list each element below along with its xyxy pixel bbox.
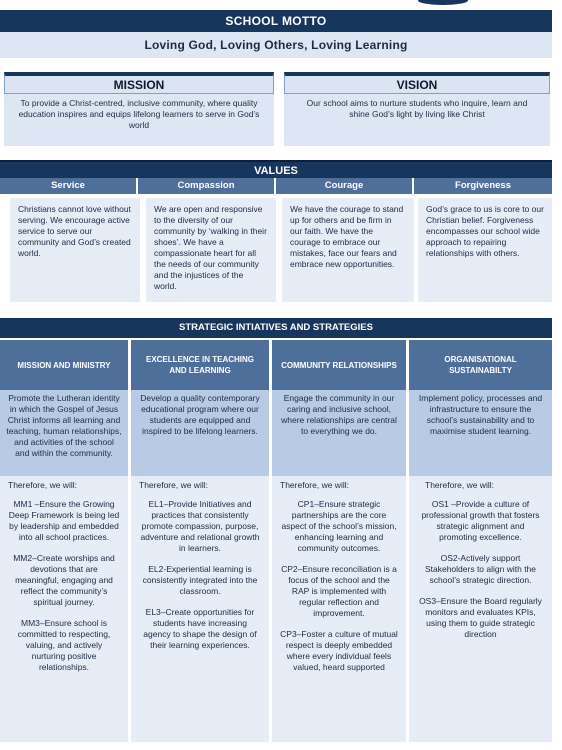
values-title: VALUES — [0, 160, 552, 178]
motto-title: SCHOOL MOTTO — [0, 10, 552, 32]
therefore-label: Therefore, we will: — [139, 480, 208, 490]
value-forgiveness-text: God’s grace to us is core to our Christian belief. Forgiveness encompasses our school wide approach to repairing relationships with others. — [418, 198, 552, 302]
strategic-title: STRATEGIC INTIATIVES AND STRATEGIES — [0, 318, 552, 338]
pillar-mission-ministry-title: MISSION AND MINISTRY — [0, 340, 128, 390]
list-item: CP3–Foster a culture of mutual respect is deeply embedded where every individual feels valued, heard supported — [280, 629, 398, 672]
pillar-community-list — [272, 476, 406, 742]
pillar-mission-ministry-list — [0, 476, 128, 742]
value-compassion-title: Compassion — [138, 178, 274, 194]
pillar-mission-ministry-desc: Promote the Lutheran identity in which the Gospel of Jesus Christ informs all learning and teaching, human relationships, and activities of the school and within the community. — [0, 390, 128, 476]
value-forgiveness-title: Forgiveness — [414, 178, 552, 194]
pillar-community-desc: Engage the community in our caring and inclusive school, where relationships are central to everything we do. — [272, 390, 406, 476]
pillar-teaching-learning-list — [131, 476, 269, 742]
pillar-teaching-learning-desc: Develop a quality contemporary educational program where our students are equipped and inspired to be lifelong learners. — [131, 390, 269, 476]
value-compassion-text: We are open and responsive to the diversity of our community by ‘walking in their shoes’. We have a compassionate heart for all the needs of our community and the injustices of the world. — [146, 198, 276, 302]
therefore-label: Therefore, we will: — [425, 480, 494, 490]
top-decoration — [418, 0, 468, 5]
list-item: EL2-Experiential learning is consistently integrated into the classroom. — [142, 564, 258, 596]
value-service-title: Service — [0, 178, 136, 194]
vision-text: Our school aims to nurture students who inquire, learn and shine God’s light by living like Christ — [284, 94, 550, 146]
value-service-text: Christians cannot love without serving. We encourage active service to serve our community and God’s created world. — [10, 198, 140, 302]
pillar-sustainability-desc: Implement policy, processes and infrastructure to ensure the school’s sustainability and to maximise student learning. — [409, 390, 552, 476]
pillar-teaching-learning-title: EXCELLENCE IN TEACHING AND LEARNING — [131, 340, 269, 390]
list-item: OS3–Ensure the Board regularly monitors and evaluates KPIs, using them to guide strategic direction — [419, 596, 542, 639]
value-courage-title: Courage — [276, 178, 412, 194]
list-item: MM2–Create worships and devotions that are meaningful, engaging and reflect the community’s spiritual journey. — [13, 553, 115, 607]
therefore-label: Therefore, we will: — [280, 480, 349, 490]
list-item: CP1–Ensure strategic partnerships are the core aspect of the school’s mission, enhancing learning and community outcomes. — [281, 499, 397, 553]
therefore-label: Therefore, we will: — [8, 480, 77, 490]
list-item: OS2-Actively support Stakeholders to align with the school’s strategic direction. — [424, 553, 537, 585]
motto-text: Loving God, Loving Others, Loving Learning — [0, 32, 552, 58]
list-item: MM1 –Ensure the Growing Deep Framework is being led by leadership and embedded into all school practices. — [8, 499, 120, 542]
pillar-sustainability-list — [409, 476, 552, 742]
value-courage-text: We have the courage to stand up for others and be firm in our faith. We have the courage to embrace our mistakes, face our fears and embrace new opportunities. — [282, 198, 414, 302]
list-item: CP2–Ensure reconciliation is a focus of the school and the RAP is implemented with regular reflection and improvement. — [281, 564, 397, 618]
list-item: EL3–Create opportunities for students have increasing agency to shape the design of their learning experiences. — [143, 607, 257, 650]
list-item: OS1 –Provide a culture of professional growth that fosters strategic alignment and promoting excellence. — [421, 499, 540, 542]
list-item: MM3–Ensure school is committed to respecting, valuing, and actively nurturing positive relationships. — [17, 618, 111, 672]
list-item: EL1–Provide Initiatives and practices that consistently promote compassion, purpose, adventure and relational growth in learners. — [140, 499, 260, 553]
mission-text: To provide a Christ-centred, inclusive community, where quality education inspires and equips lifelong learners to serve in God’s world — [4, 94, 274, 146]
vision-title: VISION — [284, 72, 550, 94]
mission-title: MISSION — [4, 72, 274, 94]
pillar-community-title: COMMUNITY RELATIONSHIPS — [272, 340, 406, 390]
pillar-sustainability-title: ORGANISATIONAL SUSTAINABILTY — [409, 340, 552, 390]
